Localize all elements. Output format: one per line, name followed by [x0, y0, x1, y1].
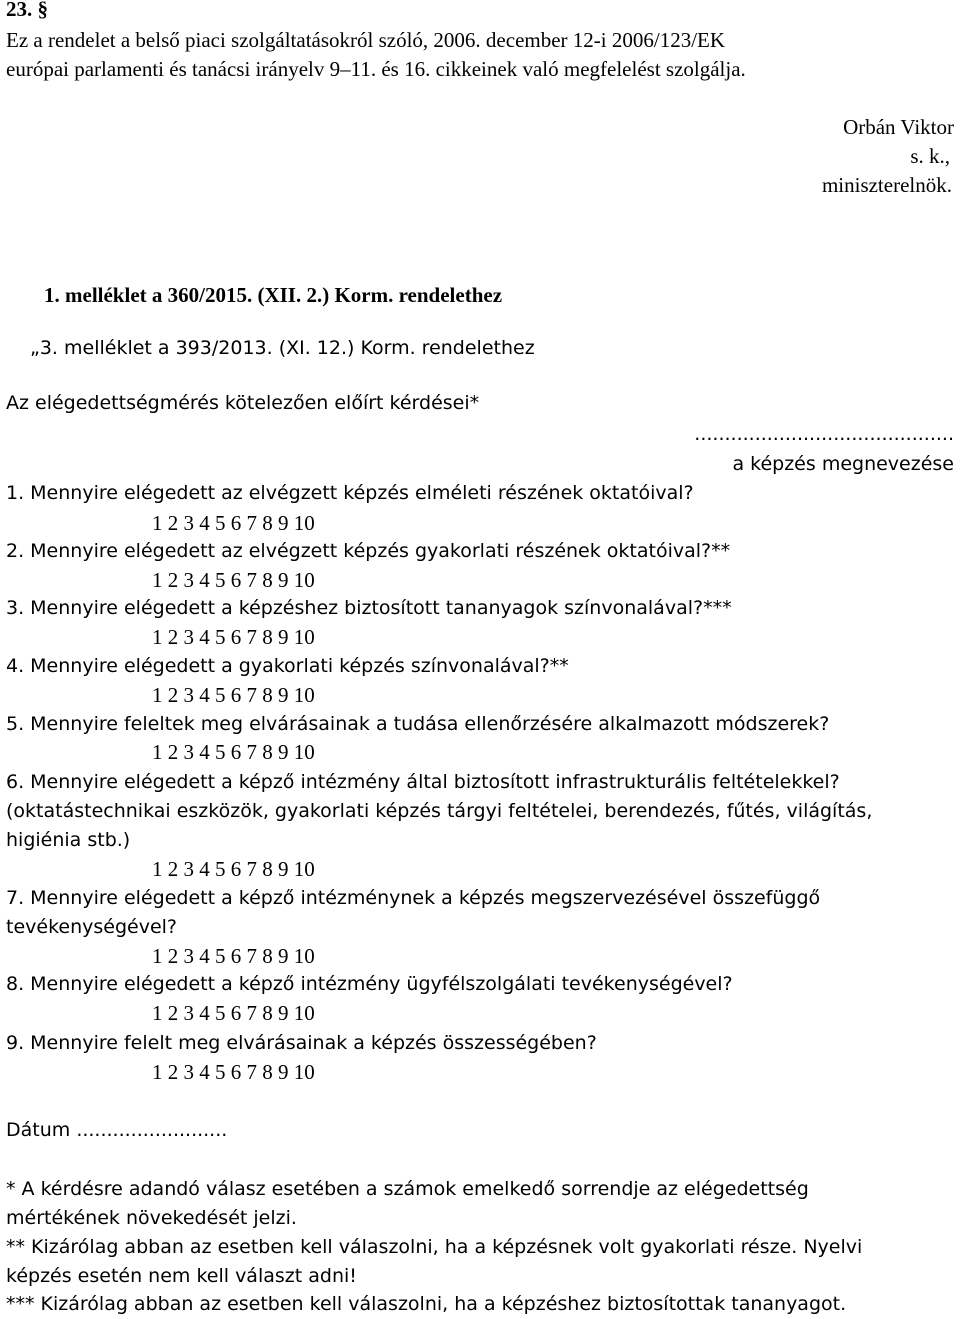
rating-scale-5: 1 2 3 4 5 6 7 8 9 10: [152, 740, 315, 764]
footnote-2-line-1: ** Kizárólag abban az esetben kell válaszolni, ha a képzésnek volt gyakorlati része. Nyelvi: [6, 1236, 863, 1258]
question-7: 7. Mennyire elégedett a képző intézménynek a képzés megszervezésével összefüggő: [6, 887, 821, 909]
section-number: [6, 0, 48, 24]
question-3: 3. Mennyire elégedett a képzéshez biztosított tananyagok színvonalával?***: [6, 597, 732, 619]
question-9: 9. Mennyire felelt meg elvárásainak a képzés összességében?: [6, 1032, 597, 1054]
rating-scale-2: 1 2 3 4 5 6 7 8 9 10: [152, 568, 315, 592]
rating-scale-6: 1 2 3 4 5 6 7 8 9 10: [152, 857, 315, 881]
annex-subheading: „3. melléklet a 393/2013. (XI. 12.) Korm. rendelethez: [30, 337, 535, 359]
footnote-3: *** Kizárólag abban az esetben kell válaszolni, ha a képzéshez biztosítottak tananyagot.: [6, 1293, 847, 1315]
signatory-sk: s. k.,: [910, 144, 950, 168]
footnote-1-line-2: mértékének növekedését jelzi.: [6, 1207, 297, 1229]
rating-scale-8: 1 2 3 4 5 6 7 8 9 10: [152, 1001, 315, 1025]
question-6-detail-1: (oktatástechnikai eszközök, gyakorlati képzés tárgyi feltételei, berendezés, fűtés, világítás,: [6, 800, 873, 822]
rating-scale-4: 1 2 3 4 5 6 7 8 9 10: [152, 683, 315, 707]
footnote-1-line-1: * A kérdésre adandó válasz esetében a számok emelkedő sorrendje az elégedettség: [6, 1178, 809, 1200]
question-7-cont: tevékenységével?: [6, 916, 178, 938]
survey-intro: Az elégedettségmérés kötelezően előírt kérdései*: [6, 392, 480, 414]
signatory-name: Orbán Viktor: [843, 115, 954, 139]
annex-heading: 1. melléklet a 360/2015. (XII. 2.) Korm. rendelethez: [44, 283, 503, 307]
question-2: 2. Mennyire elégedett az elvégzett képzés gyakorlati részének oktatóival?**: [6, 540, 731, 562]
section-sign: §: [37, 0, 48, 21]
training-name-dots: ...........................................: [694, 423, 954, 445]
question-6-detail-2: higiénia stb.): [6, 829, 131, 851]
rating-scale-3: 1 2 3 4 5 6 7 8 9 10: [152, 625, 315, 649]
question-8: 8. Mennyire elégedett a képző intézmény ügyfélszolgálati tevékenységével?: [6, 973, 733, 995]
question-1: 1. Mennyire elégedett az elvégzett képzés elméleti részének oktatóival?: [6, 482, 694, 504]
question-6: 6. Mennyire elégedett a képző intézmény által biztosított infrastrukturális feltételekkel?: [6, 771, 840, 793]
question-5: 5. Mennyire feleltek meg elvárásainak a tudása ellenőrzésére alkalmazott módszerek?: [6, 713, 830, 735]
training-name-label: a képzés megnevezése: [732, 453, 954, 475]
rating-scale-1: 1 2 3 4 5 6 7 8 9 10: [152, 511, 315, 535]
rating-scale-9: 1 2 3 4 5 6 7 8 9 10: [152, 1060, 315, 1084]
directive-line-2: európai parlamenti és tanácsi irányelv 9–11. és 16. cikkeinek való megfelelést szolgálja.: [6, 57, 746, 81]
rating-scale-7: 1 2 3 4 5 6 7 8 9 10: [152, 944, 315, 968]
footnote-2-line-2: képzés esetén nem kell választ adni!: [6, 1265, 357, 1287]
question-4: 4. Mennyire elégedett a gyakorlati képzés színvonalával?**: [6, 655, 569, 677]
directive-line-1: Ez a rendelet a belső piaci szolgáltatásokról szóló, 2006. december 12-i 2006/123/EK: [6, 28, 726, 52]
section-number-text: 23.: [6, 0, 33, 21]
date-field: Dátum .........................: [6, 1119, 228, 1141]
signatory-title: miniszterelnök.: [821, 173, 952, 197]
